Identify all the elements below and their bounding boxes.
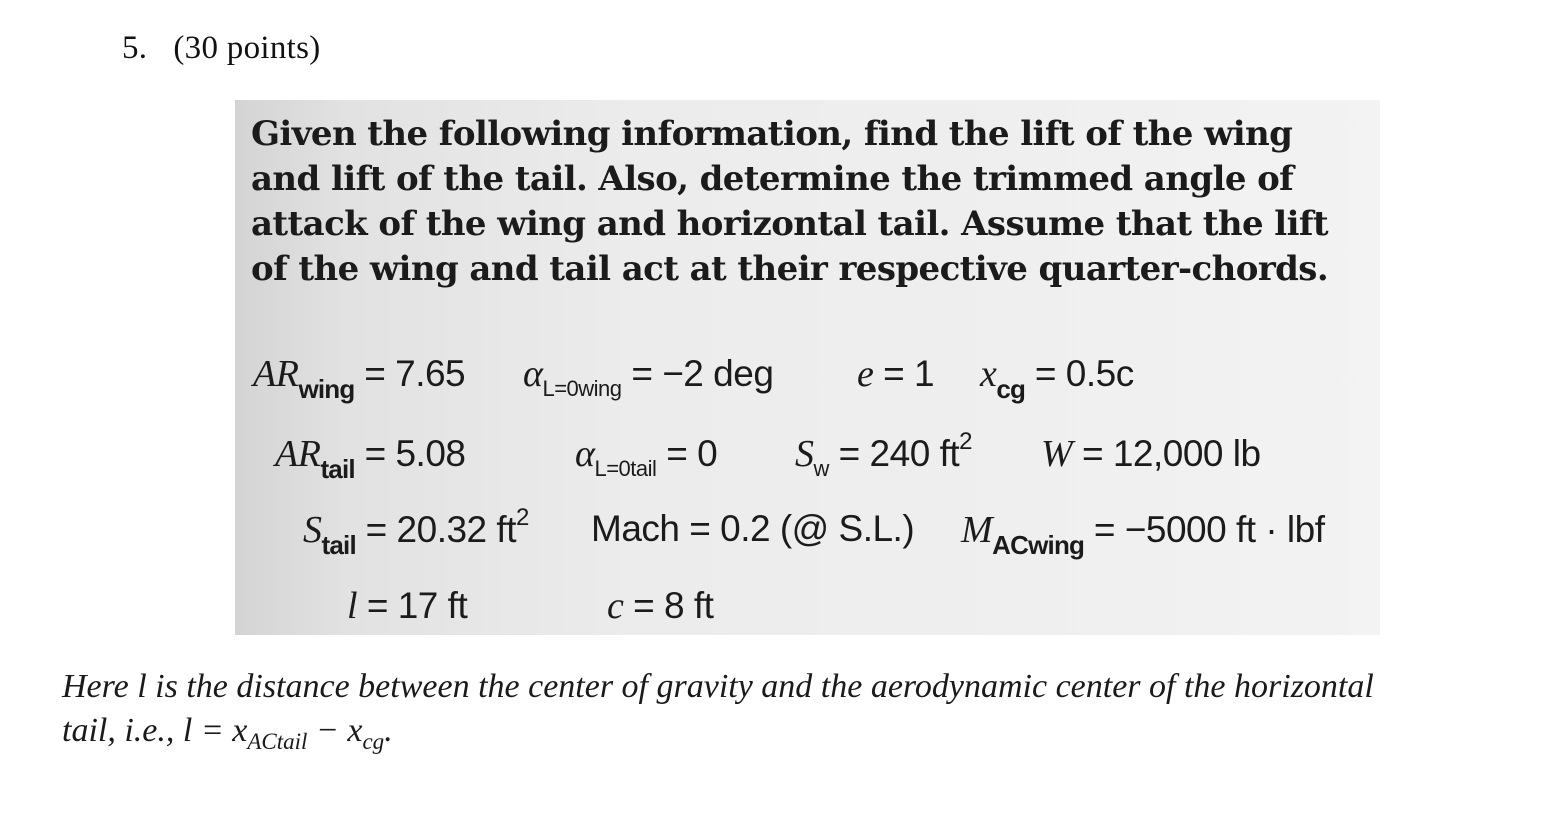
problem-header bbox=[122, 30, 321, 67]
problem-points: (30 points) bbox=[173, 30, 321, 66]
note-definition bbox=[62, 665, 1512, 756]
given-alpha-l0-tail: $\alpha_{L=0tail} = 0$ bbox=[575, 433, 718, 481]
problem-prompt: Given the following information, find the lift of the wing and lift of the tail. Also, determine the trimmed angle of attack of the wing and horizontal tail. Assume that the lift of the wing and tail act at their respective quarter-chords. bbox=[251, 114, 1329, 289]
given-ar-wing: $AR_{wing} = 7.65$ bbox=[253, 353, 466, 404]
given-e: e = 1 bbox=[857, 353, 935, 395]
given-c: c = 8 ft bbox=[607, 585, 714, 627]
scanned-problem-image bbox=[235, 100, 1380, 635]
given-alpha-l0-wing: $\alpha_{L=0wing} = -2$ deg bbox=[523, 353, 774, 401]
note-line-1: Here l is the distance between the center of gravity and the aerodynamic center of the horizontal bbox=[62, 668, 1374, 705]
problem-number: 5. bbox=[122, 30, 148, 66]
given-l: l = 17 ft bbox=[347, 585, 468, 627]
given-xcg: $x_{cg} = 0.5c$ bbox=[980, 353, 1134, 404]
given-ar-tail: $AR_{tail} = 5.08$ bbox=[275, 433, 466, 484]
given-sw: $S_w = 240$ $ft^2$ bbox=[795, 428, 972, 481]
given-s-tail: $S_{tail} = 20.32$ $ft^2$ bbox=[303, 504, 529, 560]
note-line-2: tail, i.e., $l = x_{ACtail} - x_{cg}$. bbox=[62, 712, 393, 754]
given-mac-wing: $M_{ACwing} = -5000$ ft · lbf bbox=[961, 509, 1325, 560]
given-mach: Mach = 0.2 (@ S.L.) bbox=[591, 508, 915, 549]
given-weight: W = 12,000 lb bbox=[1041, 433, 1261, 475]
